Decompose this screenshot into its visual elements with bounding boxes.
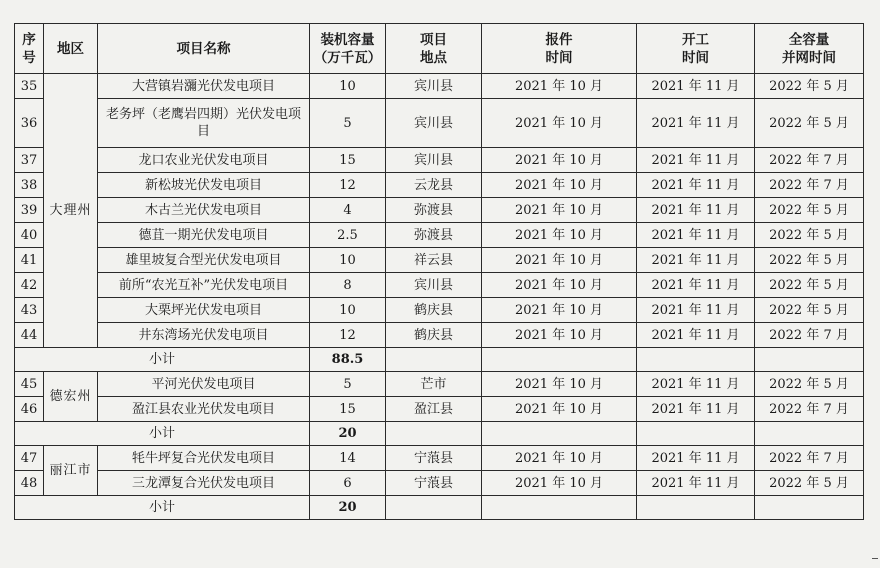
location: 盈江县 [386,397,482,422]
row-number: 37 [15,148,44,173]
table-row [15,446,864,471]
empty-cell [386,496,482,520]
subtotal-row [15,496,864,520]
table-row [15,397,864,422]
row-number: 41 [15,248,44,273]
start-time: 2021 年 11 月 [637,74,755,99]
subtotal-value: 20 [310,496,386,520]
header-row [15,24,864,74]
report-time: 2021 年 10 月 [482,273,637,298]
row-number: 39 [15,198,44,223]
location: 宾川县 [386,148,482,173]
capacity: 12 [310,173,386,198]
table-row [15,248,864,273]
region-cell: 德宏州 [44,372,98,422]
table-row [15,273,864,298]
empty-cell [386,422,482,446]
row-number: 36 [15,99,44,148]
project-name: 平河光伏发电项目 [98,372,310,397]
project-name: 井东湾场光伏发电项目 [98,323,310,348]
grid-time: 2022 年 5 月 [755,74,864,99]
header-report-time: 报件 时间 [482,24,637,74]
capacity: 10 [310,248,386,273]
grid-time: 2022 年 7 月 [755,397,864,422]
empty-cell [637,348,755,372]
start-time: 2021 年 11 月 [637,446,755,471]
empty-cell [755,422,864,446]
empty-cell [482,348,637,372]
grid-time: 2022 年 5 月 [755,273,864,298]
start-time: 2021 年 11 月 [637,323,755,348]
empty-cell [637,496,755,520]
report-time: 2021 年 10 月 [482,223,637,248]
start-time: 2021 年 11 月 [637,99,755,148]
start-time: 2021 年 11 月 [637,397,755,422]
location: 鹤庆县 [386,298,482,323]
project-name: 龙口农业光伏发电项目 [98,148,310,173]
start-time: 2021 年 11 月 [637,298,755,323]
capacity: 10 [310,74,386,99]
row-number: 48 [15,471,44,496]
capacity: 8 [310,273,386,298]
table-row [15,99,864,148]
grid-time: 2022 年 7 月 [755,446,864,471]
empty-cell [637,422,755,446]
subtotal-row [15,348,864,372]
row-number: 45 [15,372,44,397]
row-number: 43 [15,298,44,323]
location: 宾川县 [386,99,482,148]
project-name: 大营镇岩瀰光伏发电项目 [98,74,310,99]
grid-time: 2022 年 7 月 [755,173,864,198]
start-time: 2021 年 11 月 [637,148,755,173]
project-name: 三龙潭复合光伏发电项目 [98,471,310,496]
project-name: 牦牛坪复合光伏发电项目 [98,446,310,471]
capacity: 14 [310,446,386,471]
header-project-name: 项目名称 [98,24,310,74]
table-row [15,198,864,223]
start-time: 2021 年 11 月 [637,273,755,298]
location: 宁蒗县 [386,471,482,496]
location: 云龙县 [386,173,482,198]
capacity: 5 [310,99,386,148]
grid-time: 2022 年 7 月 [755,148,864,173]
capacity: 15 [310,148,386,173]
grid-time: 2022 年 5 月 [755,198,864,223]
location: 宾川县 [386,74,482,99]
project-name: 老务坪（老鹰岩四期）光伏发电项目 [98,99,310,148]
location: 鹤庆县 [386,323,482,348]
capacity: 4 [310,198,386,223]
subtotal-value: 88.5 [310,348,386,372]
table-row [15,74,864,99]
report-time: 2021 年 10 月 [482,173,637,198]
grid-time: 2022 年 5 月 [755,471,864,496]
capacity: 6 [310,471,386,496]
empty-cell [482,422,637,446]
report-time: 2021 年 10 月 [482,298,637,323]
header-location: 项目 地点 [386,24,482,74]
empty-cell [482,496,637,520]
project-name: 德苴一期光伏发电项目 [98,223,310,248]
start-time: 2021 年 11 月 [637,223,755,248]
table-row [15,471,864,496]
location: 芒市 [386,372,482,397]
row-number: 44 [15,323,44,348]
row-number: 46 [15,397,44,422]
report-time: 2021 年 10 月 [482,99,637,148]
capacity: 10 [310,298,386,323]
report-time: 2021 年 10 月 [482,397,637,422]
project-name: 前所“农光互补”光伏发电项目 [98,273,310,298]
row-number: 35 [15,74,44,99]
subtotal-row [15,422,864,446]
row-number: 47 [15,446,44,471]
empty-cell [755,496,864,520]
header-grid-time: 全容量 并网时间 [755,24,864,74]
report-time: 2021 年 10 月 [482,74,637,99]
project-name: 大栗坪光伏发电项目 [98,298,310,323]
region-cell: 丽江市 [44,446,98,496]
empty-cell [386,348,482,372]
table-row [15,323,864,348]
project-name: 雄里坡复合型光伏发电项目 [98,248,310,273]
capacity: 12 [310,323,386,348]
capacity: 2.5 [310,223,386,248]
table-row [15,372,864,397]
report-time: 2021 年 10 月 [482,198,637,223]
report-time: 2021 年 10 月 [482,471,637,496]
grid-time: 2022 年 5 月 [755,223,864,248]
header-start-time: 开工 时间 [637,24,755,74]
subtotal-label: 小计 [15,348,310,372]
grid-time: 2022 年 5 月 [755,298,864,323]
report-time: 2021 年 10 月 [482,248,637,273]
location: 弥渡县 [386,198,482,223]
table-body [15,74,864,520]
subtotal-label: 小计 [15,422,310,446]
start-time: 2021 年 11 月 [637,372,755,397]
capacity: 15 [310,397,386,422]
location: 祥云县 [386,248,482,273]
row-number: 42 [15,273,44,298]
capacity: 5 [310,372,386,397]
subtotal-label: 小计 [15,496,310,520]
start-time: 2021 年 11 月 [637,173,755,198]
region-cell: 大理州 [44,74,98,348]
report-time: 2021 年 10 月 [482,372,637,397]
table-row [15,148,864,173]
row-number: 40 [15,223,44,248]
start-time: 2021 年 11 月 [637,248,755,273]
grid-time: 2022 年 5 月 [755,99,864,148]
header-seq: 序 号 [15,24,44,74]
report-time: 2021 年 10 月 [482,323,637,348]
location: 弥渡县 [386,223,482,248]
table-row [15,173,864,198]
grid-time: 2022 年 5 月 [755,248,864,273]
subtotal-value: 20 [310,422,386,446]
header-capacity: 装机容量 （万千瓦） [310,24,386,74]
location: 宁蒗县 [386,446,482,471]
report-time: 2021 年 10 月 [482,148,637,173]
report-time: 2021 年 10 月 [482,446,637,471]
row-number: 38 [15,173,44,198]
grid-time: 2022 年 5 月 [755,372,864,397]
project-table [14,23,864,520]
header-region: 地区 [44,24,98,74]
grid-time: 2022 年 7 月 [755,323,864,348]
page-edge-mark [872,558,878,559]
location: 宾川县 [386,273,482,298]
table-row [15,223,864,248]
project-name: 新松坡光伏发电项目 [98,173,310,198]
empty-cell [755,348,864,372]
start-time: 2021 年 11 月 [637,198,755,223]
table-row [15,298,864,323]
start-time: 2021 年 11 月 [637,471,755,496]
project-name: 盈江县农业光伏发电项目 [98,397,310,422]
project-name: 木古兰光伏发电项目 [98,198,310,223]
